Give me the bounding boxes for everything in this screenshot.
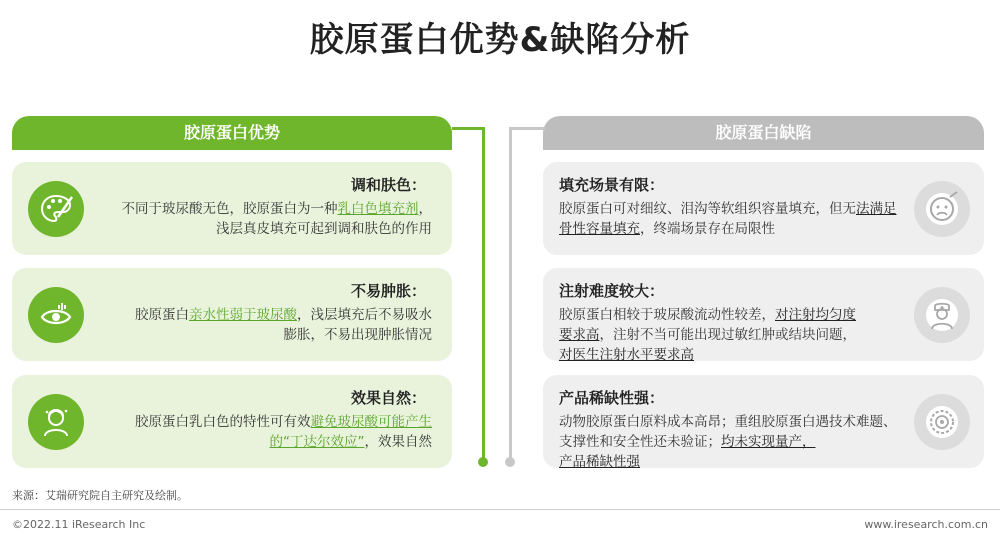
card-text: ，: [418, 201, 432, 217]
card-underline: 对医生注射水平要求高: [559, 347, 694, 363]
card-highlight: 的“丁达尔效应”: [269, 434, 365, 450]
card-underline: 要求高: [559, 327, 600, 343]
doctor-icon: [914, 287, 970, 343]
card-underline: 法满足骨性容量填充: [559, 201, 897, 237]
card-text: 胶原蛋白: [135, 307, 189, 323]
card-body: [77, 199, 432, 239]
defects-header: 胶原蛋白缺陷: [543, 116, 984, 150]
card-title: 不易肿胀：: [350, 282, 426, 300]
advantage-card-skin-tone: [12, 162, 452, 255]
advantage-card-natural-effect: [12, 375, 452, 468]
website-link[interactable]: www.iresearch.com.cn: [864, 518, 988, 531]
card-highlight: 避免玻尿酸可能产生: [310, 414, 432, 430]
advantages-connector-line: [452, 127, 485, 130]
card-body: [77, 412, 432, 452]
card-text: 胶原蛋白相较于玻尿酸流动性较差，: [559, 307, 775, 323]
defect-card-limited-scenarios: [543, 162, 984, 255]
card-text: 胶原蛋白可对细纹、泪沟等软组织容量填充，但无: [559, 201, 856, 217]
defect-card-scarcity: [543, 375, 984, 468]
card-text: 动物胶原蛋白原料成本高昂；重组胶原蛋白遇技术难题、支撑性和安全性还未验证；: [559, 414, 897, 450]
card-text: ，浅层填充后不易吸水: [297, 307, 432, 323]
defects-timeline-dot: [505, 457, 515, 467]
card-text: 不同于玻尿酸无色，胶原蛋白为一种: [121, 201, 338, 217]
advantages-timeline-dot: [478, 457, 488, 467]
advantages-timeline-line: [482, 128, 485, 462]
card-text: ，效果自然: [364, 434, 432, 450]
footer-divider: [0, 509, 1000, 510]
card-underline: 对注射均匀度: [775, 307, 856, 323]
card-highlight: 乳白色填充剂: [337, 201, 419, 217]
card-text: ，注射不当可能出现过敏红肿或结块问题，: [599, 327, 856, 343]
card-title: 注射难度较大：: [559, 282, 665, 300]
card-text: ，终端场景存在局限性: [640, 221, 775, 237]
card-title: 调和肤色：: [350, 176, 426, 194]
card-text: 胶原蛋白乳白色的特性可有效: [135, 414, 311, 430]
sad-face-icon: [914, 181, 970, 237]
gear-wheel-icon: [914, 394, 970, 450]
card-underline: 均未实现量产，: [721, 434, 816, 450]
card-text: 浅层真皮填充可起到调和肤色的作用: [216, 221, 432, 237]
card-body: [559, 305, 909, 365]
defect-card-injection-difficulty: [543, 268, 984, 361]
page-title: 胶原蛋白优势&缺陷分析: [309, 20, 691, 60]
defects-timeline-line: [509, 128, 512, 462]
card-body: [77, 305, 432, 345]
card-title: 产品稀缺性强：: [559, 389, 665, 407]
source-note: 来源：艾瑞研究院自主研究及绘制。: [12, 489, 188, 502]
card-body: [559, 199, 909, 239]
palette-icon: [28, 181, 84, 237]
card-highlight: 亲水性弱于玻尿酸: [189, 307, 297, 323]
advantage-card-no-swelling: [12, 268, 452, 361]
eye-icon: [28, 287, 84, 343]
defects-connector-line: [509, 127, 545, 130]
card-text: 膨胀，不易出现肿胀情况: [283, 327, 432, 343]
advantages-header: 胶原蛋白优势: [12, 116, 452, 150]
card-title: 填充场景有限：: [559, 176, 665, 194]
card-body: [559, 412, 909, 472]
card-underline: 产品稀缺性强: [559, 454, 640, 470]
copyright: ©2022.11 iResearch Inc: [12, 518, 146, 531]
woman-icon: [28, 394, 84, 450]
card-title: 效果自然：: [350, 389, 426, 407]
